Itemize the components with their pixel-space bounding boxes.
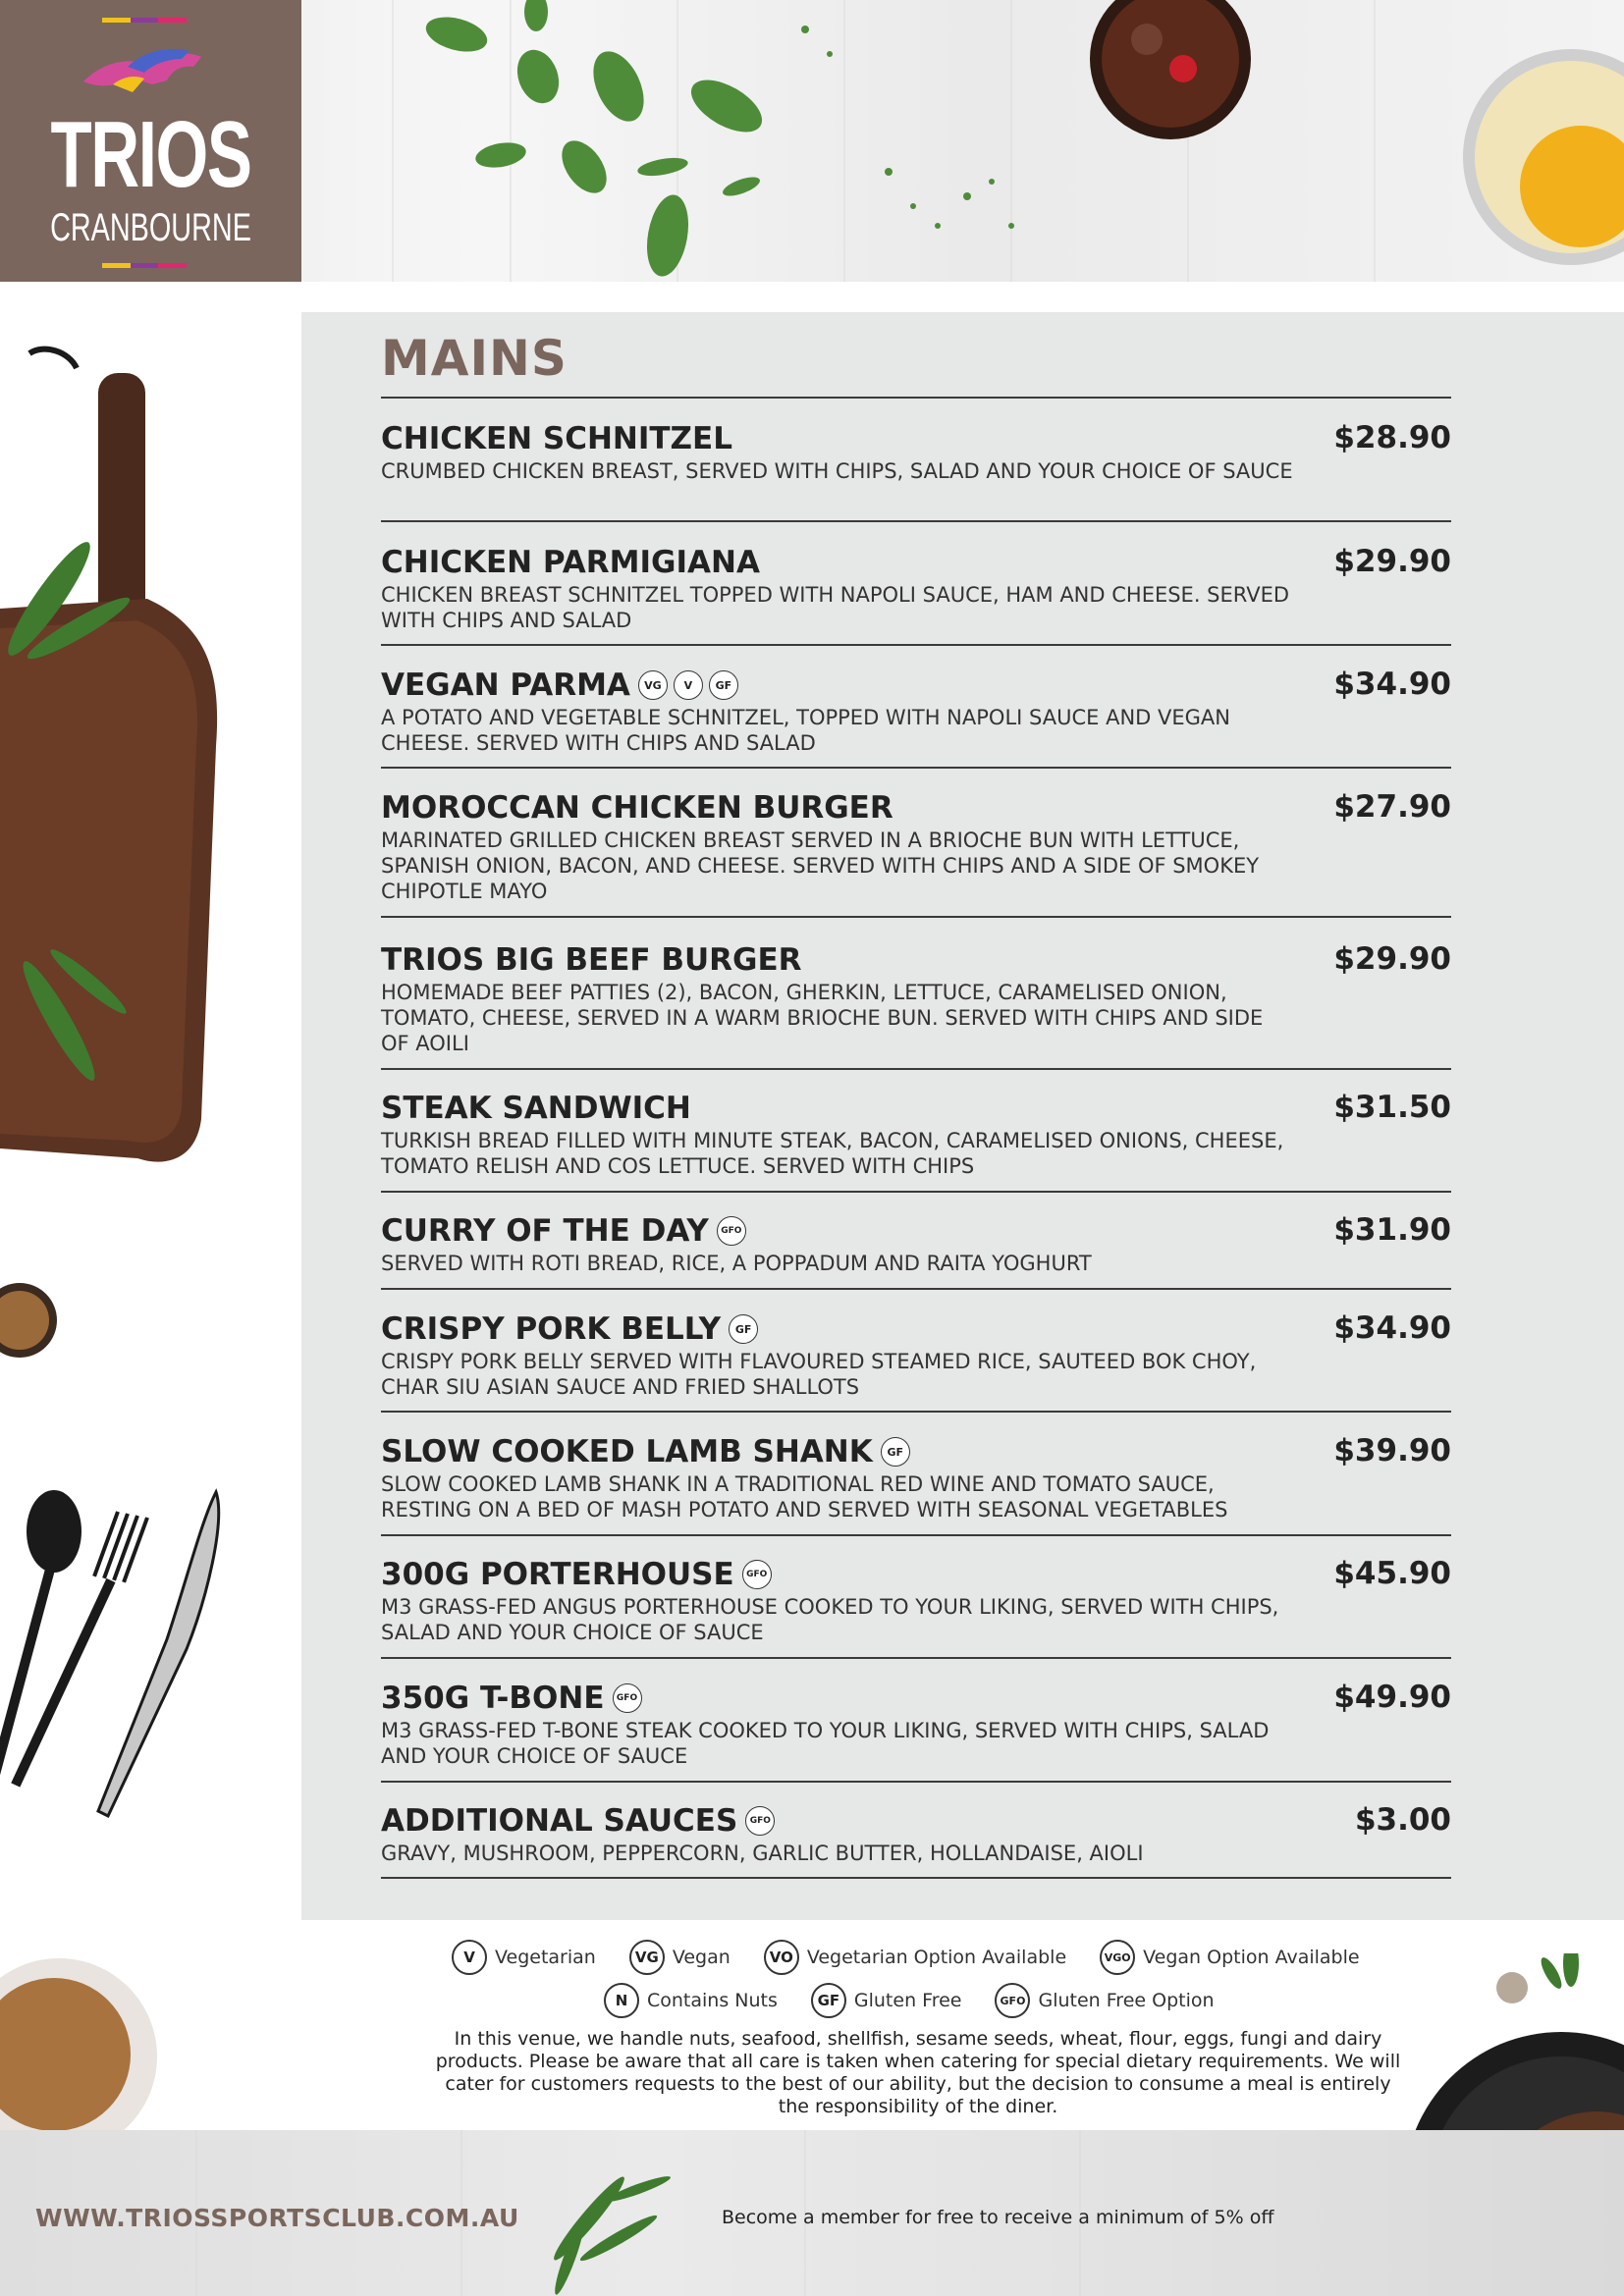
divider — [381, 1877, 1451, 1879]
divider — [381, 520, 1451, 522]
gluten-free-badge-icon: GF — [811, 1983, 846, 2018]
item-price: $29.90 — [1333, 941, 1451, 977]
menu-item — [381, 1680, 1451, 1769]
allergen-disclaimer: In this venue, we handle nuts, seafood, shellfish, sesame seeds, wheat, flour, eggs, fungi and dairy products. Please be aware that all care is taken when catering for special dietary requirements. We will cater for customers requests to the best of our ability, but the decision to consume a meal is entirely the responsibility of the diner. — [435, 2028, 1401, 2117]
menu-item — [381, 1556, 1451, 1645]
item-price: $45.90 — [1333, 1556, 1451, 1591]
item-description: TURKISH BREAD FILLED WITH MINUTE STEAK, BACON, CARAMELISED ONIONS, CHEESE, TOMATO RELISH AND COS LETTUCE. SERVED WITH CHIPS — [381, 1129, 1284, 1178]
gluten-free-option-badge-icon: GFO — [613, 1683, 642, 1713]
divider — [381, 397, 1451, 399]
website-link[interactable]: WWW.TRIOSSPORTSCLUB.COM.AU — [35, 2204, 519, 2232]
item-name: MOROCCAN CHICKEN BURGER — [381, 790, 893, 826]
divider — [381, 1191, 1451, 1193]
cola-glass-decoration — [1090, 0, 1251, 139]
item-description: CRISPY PORK BELLY SERVED WITH FLAVOURED STEAMED RICE, SAUTEED BOK CHOY, CHAR SIU ASIAN SAUCE AND FRIED SHALLOTS — [381, 1350, 1257, 1399]
legend-item — [811, 1983, 962, 2018]
item-price: $27.90 — [1333, 789, 1451, 825]
legend-item — [995, 1983, 1214, 2018]
legend-row — [452, 1940, 1360, 1975]
divider — [381, 767, 1451, 769]
item-name: CHICKEN SCHNITZEL — [381, 421, 732, 456]
legend-label: Vegetarian Option Available — [806, 1947, 1067, 1968]
menu-item — [381, 1090, 1451, 1179]
logo-wordmark: TRIOS — [50, 102, 251, 207]
item-name: SLOW COOKED LAMB SHANK — [381, 1434, 873, 1469]
item-name: CRISPY PORK BELLY — [381, 1311, 722, 1347]
vegan-badge-icon: VG — [629, 1940, 665, 1975]
logo-panel — [0, 0, 301, 282]
gluten-free-badge-icon: GF — [709, 670, 738, 700]
legend-label: Gluten Free — [853, 1990, 962, 2011]
vegan-badge-icon: VG — [638, 670, 668, 700]
item-description: HOMEMADE BEEF PATTIES (2), BACON, GHERKIN, LETTUCE, CARAMELISED ONION, TOMATO, CHEESE, SERVED IN A WARM BRIOCHE BUN. SERVED WITH CHIPS AND SIDE OF AOILI — [381, 981, 1264, 1055]
divider — [381, 644, 1451, 646]
divider — [381, 1068, 1451, 1070]
item-price: $3.00 — [1354, 1802, 1451, 1838]
item-description: SLOW COOKED LAMB SHANK IN A TRADITIONAL RED WINE AND TOMATO SAUCE, RESTING ON A BED OF MASH POTATO AND SERVED WITH SEASONAL VEGETABLES — [381, 1472, 1228, 1522]
legend-item — [764, 1940, 1066, 1975]
logo-bottom-stripe — [102, 263, 187, 268]
divider — [381, 1288, 1451, 1290]
beer-glass-decoration — [1463, 49, 1624, 265]
item-price: $39.90 — [1333, 1433, 1451, 1468]
gluten-free-badge-icon: GF — [729, 1314, 758, 1344]
menu-item — [381, 420, 1451, 484]
menu-item — [381, 1433, 1451, 1522]
legend-item — [1100, 1940, 1359, 1975]
gluten-free-option-badge-icon: GFO — [745, 1806, 775, 1836]
legend-item — [604, 1983, 778, 2018]
item-name: STEAK SANDWICH — [381, 1091, 691, 1126]
gluten-free-badge-icon: GF — [881, 1437, 910, 1467]
legend-label: Contains Nuts — [647, 1990, 778, 2011]
menu-item — [381, 1310, 1451, 1400]
item-name: CURRY OF THE DAY — [381, 1213, 709, 1249]
item-name: CHICKEN PARMIGIANA — [381, 545, 760, 580]
item-name: 350G T-BONE — [381, 1681, 605, 1716]
item-price: $34.90 — [1333, 1310, 1451, 1346]
cutting-board-decoration — [0, 334, 236, 1178]
item-price: $34.90 — [1333, 667, 1451, 702]
divider — [381, 1534, 1451, 1536]
item-description: MARINATED GRILLED CHICKEN BREAST SERVED IN A BRIOCHE BUN WITH LETTUCE, SPANISH ONION, BACON, AND CHEESE. SERVED WITH CHIPS AND A SIDE OF SMOKEY CHIPOTLE MAYO — [381, 828, 1260, 903]
logo-location: CRANBOURNE — [50, 206, 251, 249]
item-price: $31.50 — [1333, 1090, 1451, 1125]
vegetarian-option-badge-icon: VO — [764, 1940, 799, 1975]
legend-row — [604, 1983, 1215, 2018]
gluten-free-option-badge-icon: GFO — [742, 1560, 772, 1589]
divider — [381, 1657, 1451, 1659]
vegetarian-badge-icon: V — [674, 670, 703, 700]
cutlery-decoration — [0, 1482, 236, 1826]
logo-top-stripe — [102, 18, 187, 23]
contains-nuts-badge-icon: N — [604, 1983, 639, 2018]
item-name: ADDITIONAL SAUCES — [381, 1803, 738, 1839]
divider — [381, 916, 1451, 918]
gluten-free-option-badge-icon: GFO — [717, 1216, 746, 1246]
membership-promo: Become a member for free to receive a minimum of 5% off — [722, 2207, 1274, 2228]
vegan-option-badge-icon: VGO — [1100, 1940, 1135, 1975]
legend-item — [452, 1940, 596, 1975]
divider — [381, 1411, 1451, 1413]
menu-item — [381, 941, 1451, 1056]
item-price: $29.90 — [1333, 544, 1451, 579]
racehorse-logo-icon — [74, 37, 221, 106]
item-price: $49.90 — [1333, 1680, 1451, 1715]
item-description: CHICKEN BREAST SCHNITZEL TOPPED WITH NAPOLI SAUCE, HAM AND CHEESE. SERVED WITH CHIPS AND SALAD — [381, 583, 1290, 632]
spice-dish-decoration — [0, 1958, 167, 2155]
menu-item — [381, 544, 1451, 633]
legend-label: Vegan — [672, 1947, 731, 1968]
item-description: M3 GRASS-FED ANGUS PORTERHOUSE COOKED TO YOUR LIKING, SERVED WITH CHIPS, SALAD AND YOUR CHOICE OF SAUCE — [381, 1595, 1279, 1644]
menu-item — [381, 667, 1451, 756]
legend-item — [629, 1940, 731, 1975]
item-price: $28.90 — [1333, 420, 1451, 455]
item-description: M3 GRASS-FED T-BONE STEAK COOKED TO YOUR LIKING, SERVED WITH CHIPS, SALAD AND YOUR CHOICE OF SAUCE — [381, 1719, 1270, 1768]
item-name: 300G PORTERHOUSE — [381, 1557, 734, 1592]
legend-label: Gluten Free Option — [1038, 1990, 1215, 2011]
legend-label: Vegan Option Available — [1143, 1947, 1360, 1968]
gluten-free-option-badge-icon: GFO — [995, 1983, 1030, 2018]
item-name: VEGAN PARMA — [381, 667, 630, 703]
item-name: TRIOS BIG BEEF BURGER — [381, 942, 802, 978]
section-title: MAINS — [381, 330, 568, 387]
spice-bowl-decoration — [0, 1266, 69, 1384]
menu-item — [381, 789, 1451, 904]
top-banner — [0, 0, 1624, 282]
item-description: GRAVY, MUSHROOM, PEPPERCORN, GARLIC BUTTER, HOLLANDAISE, AIOLI — [381, 1842, 1144, 1865]
item-description: CRUMBED CHICKEN BREAST, SERVED WITH CHIPS, SALAD AND YOUR CHOICE OF SAUCE — [381, 459, 1293, 483]
divider — [381, 1781, 1451, 1783]
item-description: A POTATO AND VEGETABLE SCHNITZEL, TOPPED WITH NAPOLI SAUCE AND VEGAN CHEESE. SERVED WITH CHIPS AND SALAD — [381, 706, 1230, 755]
vegetarian-badge-icon: V — [452, 1940, 487, 1975]
menu-item — [381, 1212, 1451, 1276]
legend-label: Vegetarian — [495, 1947, 596, 1968]
item-description: SERVED WITH ROTI BREAD, RICE, A POPPADUM AND RAITA YOGHURT — [381, 1252, 1092, 1275]
menu-item — [381, 1802, 1451, 1866]
item-price: $31.90 — [1333, 1212, 1451, 1248]
